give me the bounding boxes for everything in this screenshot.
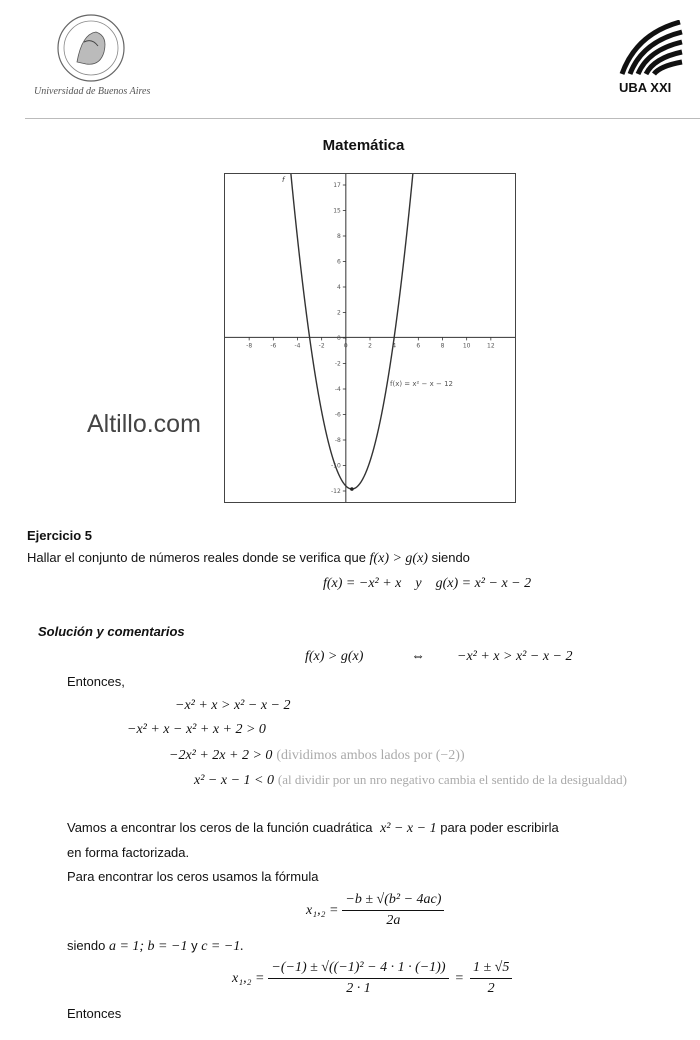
step-1: −x² + x > x² − x − 2 bbox=[175, 698, 291, 713]
y-tick-label: 15 bbox=[333, 207, 341, 215]
y-tick-label: 17 bbox=[333, 182, 341, 189]
y-tick-label: 0 bbox=[337, 335, 341, 342]
paragraph-formula: Para encontrar los ceros usamos la fórmula bbox=[67, 869, 319, 884]
exercise-heading: Ejercicio 5 bbox=[27, 528, 93, 543]
graph-svg bbox=[225, 174, 515, 502]
y-tick-label: -6 bbox=[334, 411, 341, 419]
entonces-final: Entonces bbox=[67, 1006, 122, 1021]
equivalence-left: f(x) > g(x) bbox=[305, 649, 364, 664]
paragraph-zeros: Vamos a encontrar los ceros de la función cuadrática x² − x − 1 para poder escribirla bbox=[67, 820, 559, 836]
quadratic-expression: x² − x − 1 bbox=[380, 821, 437, 836]
university-seal bbox=[52, 12, 130, 84]
university-caption: Universidad de Buenos Aires bbox=[34, 86, 151, 97]
uba-xxi-logo bbox=[618, 20, 684, 76]
watermark: Altillo.com bbox=[87, 410, 201, 438]
curve-label: f bbox=[282, 176, 285, 184]
y-tick-label: 2 bbox=[337, 309, 341, 317]
y-tick-label: 6 bbox=[337, 258, 341, 266]
parabola-curve bbox=[289, 174, 415, 489]
page-title: Matemática bbox=[322, 137, 405, 154]
quadratic-formula: x₁,₂ = $\frac{\text{−b ± √(b² − 4ac)}}{2a}$ bbox=[306, 892, 444, 929]
x-tick-label: 0 bbox=[343, 342, 348, 350]
step-3-note: (dividimos ambos lados por (−2)) bbox=[276, 748, 465, 763]
y-tick-label: -4 bbox=[334, 386, 341, 393]
y-tick-label: -2 bbox=[334, 360, 341, 368]
x-tick-label: -2 bbox=[318, 342, 325, 350]
equivalence-right: −x² + x > x² − x − 2 bbox=[457, 649, 573, 664]
vertex-point bbox=[350, 487, 354, 491]
solution-heading: Solución y comentarios bbox=[38, 624, 185, 639]
function-definitions: f(x) = −x² + x y g(x) = x² − x − 2 bbox=[323, 576, 532, 591]
statement-condition: f(x) > g(x) bbox=[369, 551, 428, 566]
x-tick-label: -4 bbox=[294, 342, 301, 350]
x-tick-label: 10 bbox=[462, 342, 471, 350]
function-graph bbox=[224, 173, 516, 503]
exercise-statement: Hallar el conjunto de números reales donde se verifica que f(x) > g(x) siendo bbox=[27, 550, 470, 566]
equivalence-symbol: ⇔ bbox=[411, 649, 425, 664]
x-tick-label: 2 bbox=[368, 342, 372, 350]
x-tick-label: 8 bbox=[440, 342, 445, 350]
roots-calculation: x₁,₂ = $\frac{\text{−(−1) ± √((−1)² − 4 · 1 · (−1))}}{2 \cdot 1}$ = $\frac{1 \pm √5}{2}$ bbox=[232, 960, 512, 997]
y-tick-label: 8 bbox=[337, 233, 341, 240]
brand-label: UBA XXI bbox=[619, 80, 672, 95]
paragraph-factorized: en forma factorizada. bbox=[67, 845, 190, 860]
y-tick-label: -8 bbox=[334, 437, 341, 444]
entonces-label: Entonces, bbox=[67, 674, 125, 689]
coefficients: siendo a = 1; b = −1 y c = −1. bbox=[67, 938, 244, 954]
function-label: f(x) = x² − x − 12 bbox=[390, 380, 454, 388]
x-tick-label: 6 bbox=[416, 342, 421, 350]
y-tick-label: -12 bbox=[331, 488, 341, 495]
x-tick-label: 4 bbox=[392, 342, 397, 350]
step-3: −2x² + 2x + 2 > 0 (dividimos ambos lados por (−2)) bbox=[169, 748, 465, 763]
step-2: −x² + x − x² + x + 2 > 0 bbox=[127, 722, 266, 737]
step-4-note: (al dividir por un nro negativo cambia el sentido de la desigualdad) bbox=[277, 772, 627, 787]
x-tick-label: 12 bbox=[487, 342, 495, 350]
step-4: x² − x − 1 < 0 (al dividir por un nro negativo cambia el sentido de la desigualdad) bbox=[194, 772, 627, 788]
header-divider bbox=[25, 118, 700, 119]
x-tick-label: -6 bbox=[270, 342, 277, 350]
y-tick-label: -10 bbox=[331, 462, 341, 470]
x-tick-label: -8 bbox=[246, 342, 253, 350]
y-tick-label: 4 bbox=[337, 284, 341, 291]
